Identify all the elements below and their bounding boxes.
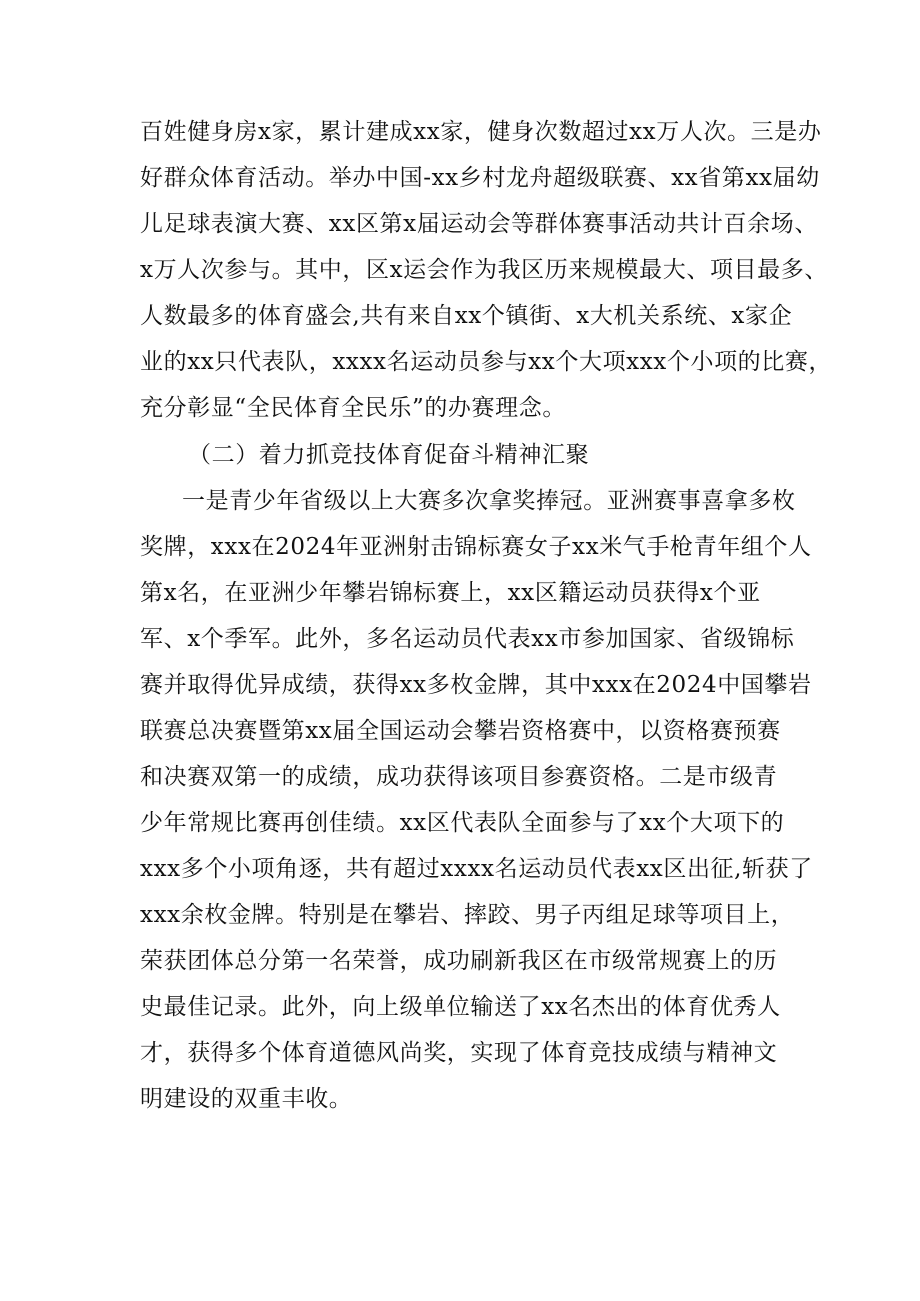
text-line: xxx余枚金牌。特别是在攀岩、摔跤、男子丙组足球等项目上，: [140, 902, 795, 928]
text-line: 好群众体育活动。举办中国-xx乡村龙舟超级联赛、xx省第xx届幼: [140, 165, 820, 191]
text-line: 军、x个季军。此外，多名运动员代表xx市参加国家、省级锦标: [140, 626, 795, 652]
text-line: 业的xx只代表队，xxxx名运动员参与xx个大项xxx个小项的比赛，: [140, 349, 833, 375]
text-line: 联赛总决赛暨第xx届全国运动会攀岩资格赛中，以资格赛预赛: [140, 718, 781, 744]
text-line: 荣获团体总分第一名荣誉，成功刷新我区在市级常规赛上的历: [140, 948, 778, 974]
text-line: 赛并取得优异成绩，获得xx多枚金牌，其中xxx在2024中国攀岩: [140, 672, 812, 698]
text-line: 儿足球表演大赛、xx区第x届运动会等群体赛事活动共计百余场、: [140, 211, 818, 237]
paragraph-first-line: 一是青少年省级以上大赛多次拿奖捧冠。亚洲赛事喜拿多枚: [182, 488, 796, 514]
text-line: 奖牌，xxx在2024年亚洲射击锦标赛女子xx米气手枪青年组个人: [140, 534, 812, 560]
text-line: 充分彰显“全民体育全民乐”的办赛理念。: [140, 395, 566, 421]
text-line: 才，获得多个体育道德风尚奖，实现了体育竞技成绩与精神文: [140, 1040, 778, 1066]
text-line: 第x名，在亚洲少年攀岩锦标赛上，xx区籍运动员获得x个亚: [140, 580, 761, 606]
text-line: 和决赛双第一的成绩，成功获得该项目参赛资格。二是市级青: [140, 764, 778, 790]
text-line: xxx多个小项角逐，共有超过xxxx名运动员代表xx区出征,斩获了: [140, 856, 813, 882]
text-line: 人数最多的体育盛会,共有来自xx个镇街、x大机关系统、x家企: [140, 303, 793, 329]
text-line: x万人次参与。其中，区x运会作为我区历来规模最大、项目最多、: [140, 257, 828, 283]
text-line: 百姓健身房x家，累计建成xx家，健身次数超过xx万人次。三是办: [140, 119, 822, 145]
text-line: 史最佳记录。此外，向上级单位输送了xx名杰出的体育优秀人: [140, 994, 781, 1020]
text-line: 明建设的双重丰收。: [140, 1086, 353, 1112]
section-heading: （二）着力抓竞技体育促奋斗精神汇聚: [188, 442, 590, 468]
text-line: 少年常规比赛再创佳绩。xx区代表队全面参与了xx个大项下的: [140, 810, 785, 836]
